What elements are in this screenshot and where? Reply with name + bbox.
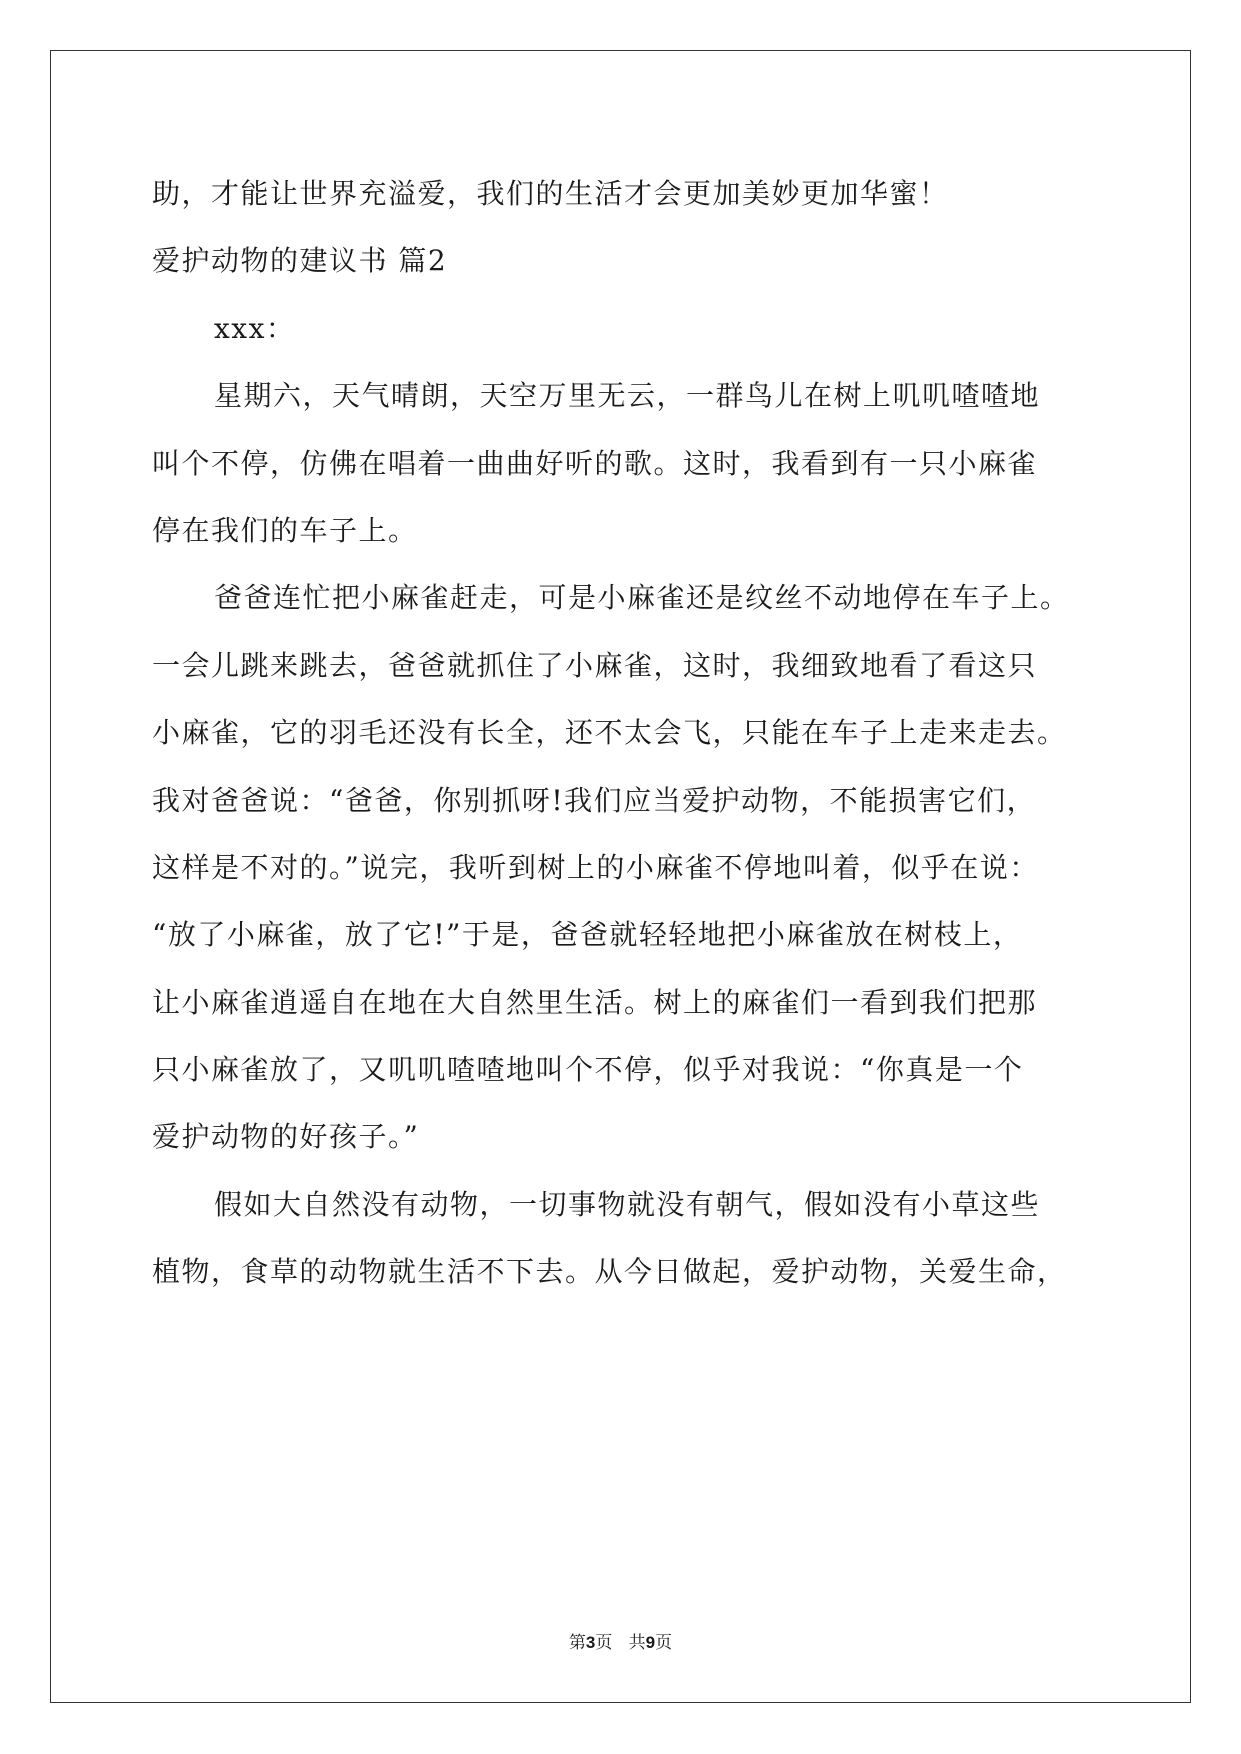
- text-line: 让小麻雀逍遥自在地在大自然里生活。树上的麻雀们一看到我们把那: [152, 985, 1038, 1019]
- text-line: 植物，食草的动物就生活不下去。从今日做起，爱护动物，关爱生命，: [152, 1255, 1067, 1289]
- section-heading: 爱护动物的建议书 篇2: [152, 244, 448, 278]
- text-line: “放了小麻雀，放了它!”于是，爸爸就轻轻地把小麻雀放在树枝上，: [152, 918, 1023, 952]
- page-suffix: 页: [595, 1633, 613, 1653]
- text-line: 小麻雀，它的羽毛还没有长全，还不太会飞，只能在车子上走来走去。: [152, 716, 1067, 750]
- total-prefix: 共: [628, 1633, 646, 1653]
- total-suffix: 页: [655, 1633, 673, 1653]
- text-line: 爸爸连忙把小麻雀赶走，可是小麻雀还是纹丝不动地停在车子上。: [214, 581, 1070, 615]
- text-line: 爱护动物的好孩子。”: [152, 1120, 420, 1154]
- page-prefix: 第: [568, 1633, 586, 1653]
- text-line: 叫个不停，仿佛在唱着一曲曲好听的歌。这时，我看到有一只小麻雀: [152, 446, 1038, 480]
- text-line: 这样是不对的。”说完，我听到树上的小麻雀不停地叫着，似乎在说：: [152, 850, 1039, 884]
- text-line: 助，才能让世界充溢爱，我们的生活才会更加美妙更加华蜜！: [152, 177, 949, 210]
- text-line: 星期六，天气晴朗，天空万里无云，一群鸟儿在树上叽叽喳喳地: [214, 379, 1041, 413]
- page-footer: [0, 1628, 1241, 1653]
- total-pages-number: 9: [645, 1633, 656, 1652]
- text-line: 一会儿跳来跳去，爸爸就抓住了小麻雀，这时，我细致地看了看这只: [152, 648, 1038, 682]
- text-line: 假如大自然没有动物，一切事物就没有朝气，假如没有小草这些: [214, 1187, 1041, 1221]
- current-page-number: 3: [585, 1633, 596, 1652]
- text-line: 只小麻雀放了，又叽叽喳喳地叫个不停，似乎对我说：“你真是一个: [152, 1053, 1024, 1087]
- document-body: [152, 160, 1092, 1306]
- text-line: 停在我们的车子上。: [152, 513, 418, 547]
- text-line: 我对爸爸说：“爸爸，你别抓呀!我们应当爱护动物，不能损害它们，: [152, 783, 1037, 817]
- salutation: xxx：: [214, 311, 296, 345]
